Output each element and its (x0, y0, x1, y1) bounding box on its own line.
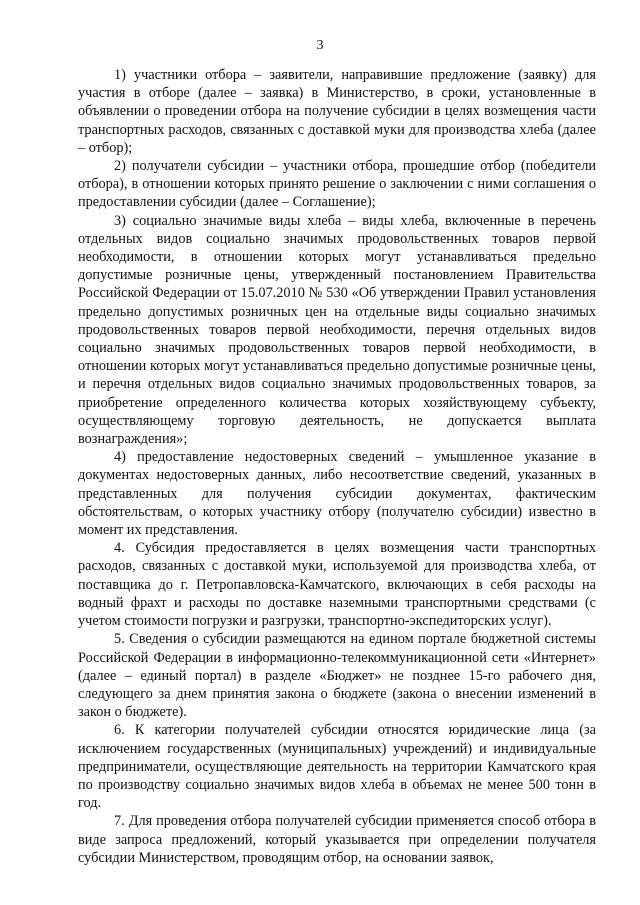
paragraph-subsidy-purpose: 4. Субсидия предоставляется в целях возмещения части транспортных расходов, связанных с доставкой муки, используемой для производства хлеба, от поставщика до г. Петропавловска-Камчатского, включающих в себя расходы на водный фрахт и расходы по доставке наземными транспортными средствами (с учетом стоимости погрузки и разгрузки, транспортно-экспедиторских услуг). (78, 540, 596, 630)
paragraph-bread-types-definition: 3) социально значимые виды хлеба – виды хлеба, включенные в перечень отдельных видов социально значимых продовольственных товаров первой необходимости, в отношении которых могут устанавливаться предельно допустимые розничные цены, утвержденный постановлением Правительства Российской Федерации от 15.07.2010 № 530 «Об утверждении Правил установления предельно допустимых розничных цен на отдельные виды социально значимых продовольственных товаров первой необходимости, перечня отдельных видов социально значимых продовольственных товаров первой необходимости, в отношении которых могут устанавливаться предельно допустимые розничные цены, и перечня отдельных видов социально значимых продовольственных товаров, за приобретение определенного количества которых хозяйствующему субъекту, осуществляющему торговую деятельность, не допускается выплата вознаграждения»; (78, 212, 596, 448)
page-number: 3 (316, 38, 324, 53)
paragraph-recipient-category: 6. К категории получателей субсидии относятся юридические лица (за исключением государственных (муниципальных) учреждений) и индивидуальные предприниматели, осуществляющие деятельность на территории Камчатского края по производству социально значимых видов хлеба в объемах не менее 500 тонн в год. (78, 722, 596, 812)
document-body (78, 66, 596, 867)
paragraph-participants-definition: 1) участники отбора – заявители, направившие предложение (заявку) для участия в отборе (далее – заявка) в Министерство, в сроки, установленные в объявлении о проведении отбора на получение субсидии в целях возмещения части транспортных расходов, связанных с доставкой муки для производства хлеба (далее – отбор); (78, 67, 596, 156)
paragraph-subsidy-publication: 5. Сведения о субсидии размещаются на едином портале бюджетной системы Российской Федерации в информационно-телекоммуникационной сети «Интернет» (далее – единый портал) в разделе «Бюджет» не позднее 15-го рабочего дня, следующего за днем принятия закона о бюджете (закона о внесении изменений в закон о бюджете). (78, 631, 596, 721)
paragraph-selection-method: 7. Для проведения отбора получателей субсидии применяется способ отбора в виде запроса предложений, который указывается при определении получателя субсидии Министерством, проводящим отбор, на основании заявок, (78, 813, 596, 866)
paragraph-recipients-definition: 2) получатели субсидии – участники отбора, прошедшие отбор (победители отбора), в отношении которых принято решение о заключении с ними соглашения о предоставлении субсидии (далее – Соглашение); (78, 158, 596, 211)
paragraph-false-information-definition: 4) предоставление недостоверных сведений – умышленное указание в документах недостоверных данных, либо несоответствие сведений, указанных в представленных для получения субсидии документах, фактическим обстоятельствам, о которых участнику отбору (получателю субсидии) известно в момент их представления. (78, 449, 596, 539)
